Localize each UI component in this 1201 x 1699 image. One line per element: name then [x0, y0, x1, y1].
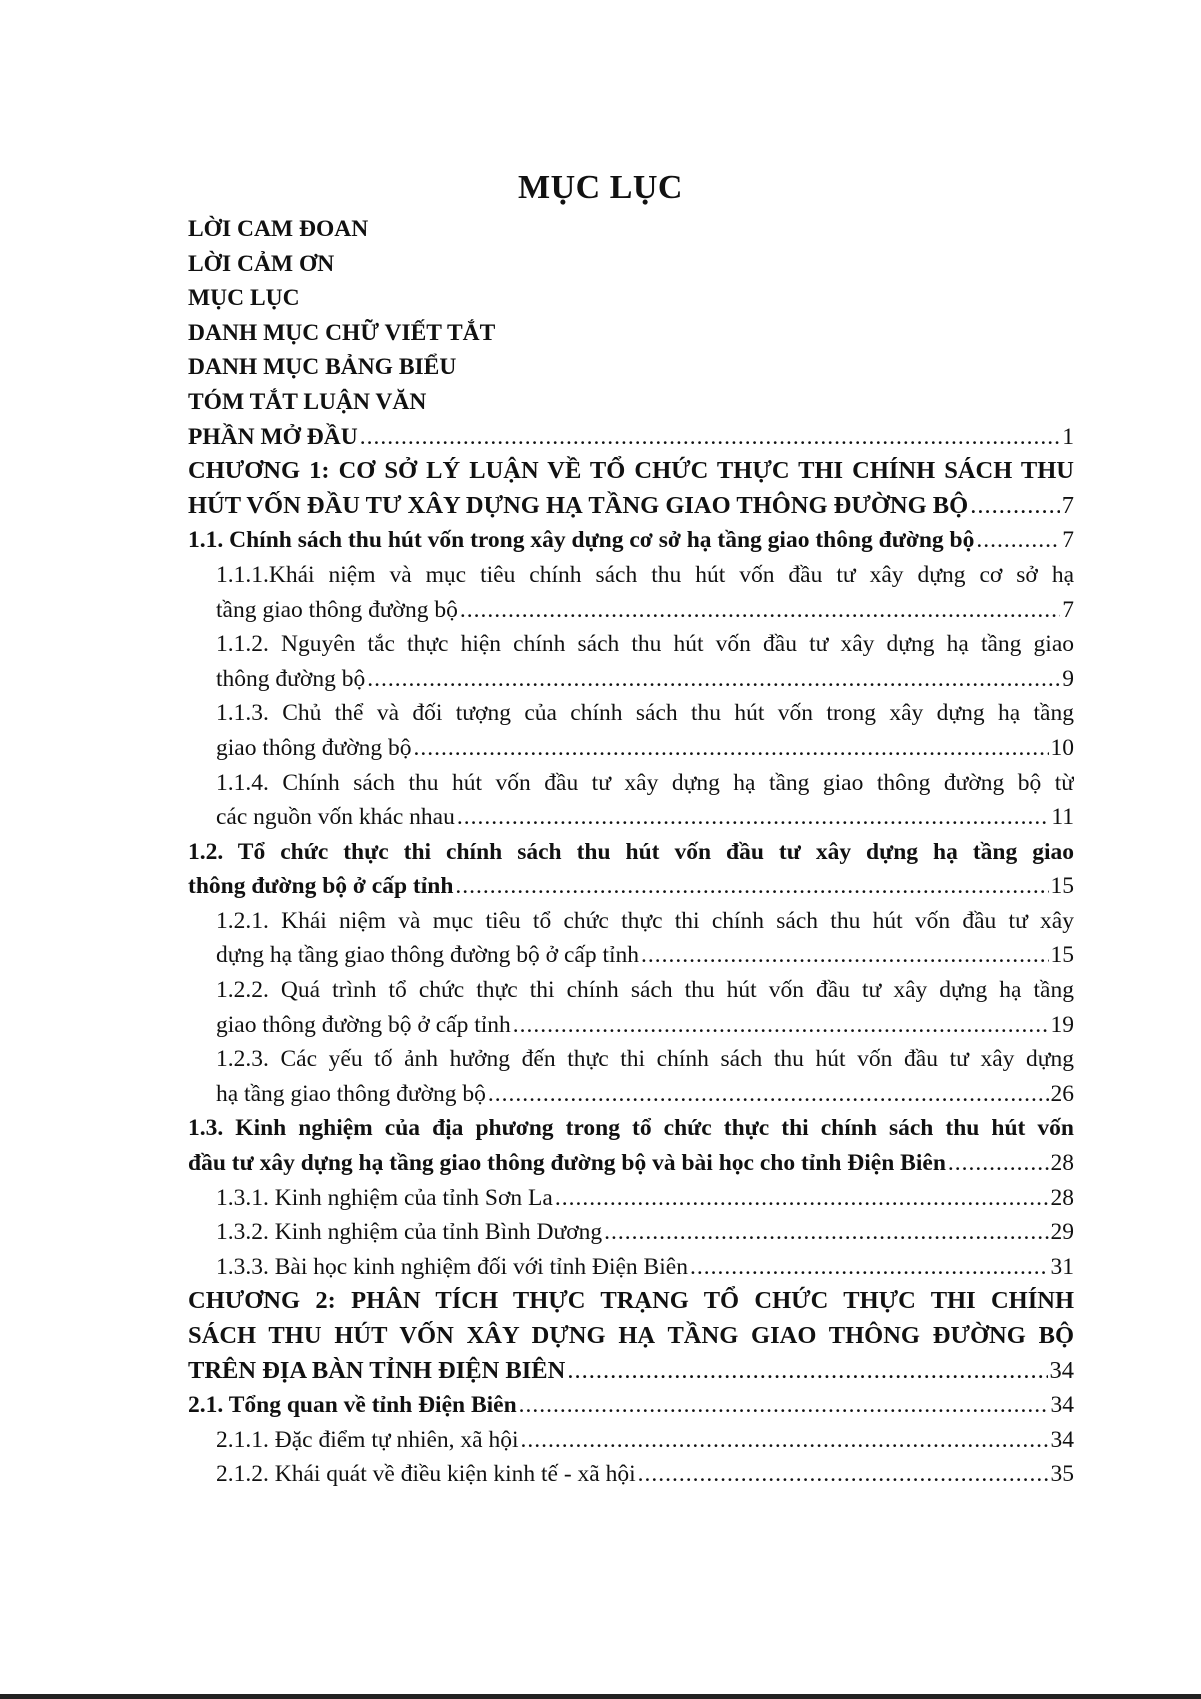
leader-dots	[521, 1423, 1049, 1458]
toc-entry-title: thông đường bộ ở cấp tỉnh	[188, 873, 454, 900]
page-number: 31	[1050, 1253, 1074, 1280]
page-number: 28	[1050, 1150, 1074, 1177]
toc-entry-1-1-2-line1[interactable]: 1.1.2. Nguyên tắc thực hiện chính sách thu hút vốn đầu tư xây dựng hạ tầng giao	[216, 631, 1074, 658]
page-number: 26	[1050, 1080, 1074, 1107]
page-number: 35	[1050, 1461, 1074, 1488]
page-number: 1	[1062, 423, 1074, 450]
toc-entry-1-3[interactable]	[188, 1146, 1074, 1181]
leader-dots	[455, 869, 1048, 904]
leader-dots	[567, 1354, 1047, 1389]
page-number: 34	[1050, 1426, 1074, 1453]
toc-entry-1-2-1[interactable]	[188, 938, 1074, 973]
toc-entry-chapter2[interactable]	[188, 1354, 1074, 1389]
page-number: 15	[1050, 873, 1074, 900]
toc-entry-1-1-1[interactable]	[188, 593, 1074, 628]
leader-dots	[488, 1077, 1049, 1112]
page-number: 7	[1062, 596, 1074, 623]
page-number: 34	[1050, 1392, 1074, 1419]
leader-dots	[690, 1250, 1049, 1285]
toc-entry-title: PHẦN MỞ ĐẦU	[188, 423, 358, 450]
toc-entry-1-2-3[interactable]	[188, 1077, 1074, 1112]
toc-entry-1-1-3-line1[interactable]: 1.1.3. Chủ thể và đối tượng của chính sách thu hút vốn trong xây dựng hạ tầng	[216, 700, 1074, 727]
page-bottom-border	[0, 1694, 1201, 1699]
toc-entry-title: giao thông đường bộ ở cấp tỉnh	[216, 1011, 511, 1038]
toc-front-contents[interactable]: MỤC LỤC	[188, 285, 300, 312]
toc-entry-title: 1.3.3. Bài học kinh nghiệm đối với tỉnh Điện Biên	[216, 1253, 688, 1280]
leader-dots	[641, 938, 1049, 973]
toc-entry-title: 1.3.2. Kinh nghiệm của tỉnh Bình Dương	[216, 1219, 603, 1246]
leader-dots	[970, 489, 1060, 524]
toc-entry-1-1[interactable]	[188, 523, 1074, 558]
toc-front-declaration[interactable]: LỜI CAM ĐOAN	[188, 216, 369, 242]
toc-front-acknowledgement[interactable]: LỜI CẢM ƠN	[188, 250, 335, 277]
toc-entry-title: các nguồn vốn khác nhau	[216, 804, 455, 831]
page-number: 9	[1062, 665, 1074, 692]
toc-entry-title: TRÊN ĐỊA BÀN TỈNH ĐIỆN BIÊN	[188, 1356, 566, 1384]
leader-dots	[519, 1388, 1049, 1423]
toc-entry-title: hạ tầng giao thông đường bộ	[216, 1080, 486, 1107]
leader-dots	[367, 662, 1060, 697]
toc-entry-title: tầng giao thông đường bộ	[216, 596, 458, 623]
page-number: 7	[1062, 527, 1074, 554]
page-number: 10	[1050, 734, 1074, 761]
leader-dots	[457, 800, 1050, 835]
page-number: 19	[1050, 1011, 1074, 1038]
toc-entry-title: 1.1. Chính sách thu hút vốn trong xây dựng cơ sở hạ tầng giao thông đường bộ	[188, 527, 975, 554]
leader-dots	[513, 1008, 1049, 1043]
toc-entry-1-2-2[interactable]	[188, 1008, 1074, 1043]
toc-entry-title: 2.1. Tổng quan về tỉnh Điện Biên	[188, 1392, 517, 1419]
leader-dots	[555, 1181, 1049, 1216]
toc-entry-1-2-1-line1[interactable]: 1.2.1. Khái niệm và mục tiêu tổ chức thực thi chính sách thu hút vốn đầu tư xây	[216, 907, 1074, 934]
leader-dots	[460, 593, 1060, 628]
page-number: 29	[1050, 1219, 1074, 1246]
toc-entry-1-1-4[interactable]	[188, 800, 1074, 835]
toc-entry-1-3-3[interactable]	[188, 1250, 1074, 1285]
toc-entry-chapter1[interactable]	[188, 489, 1074, 524]
toc-entry-title: HÚT VỐN ĐẦU TƯ XÂY DỰNG HẠ TẦNG GIAO THÔNG ĐƯỜNG BỘ	[188, 491, 969, 519]
leader-dots	[976, 523, 1060, 558]
toc-entry-title: 2.1.2. Khái quát về điều kiện kinh tế - xã hội	[216, 1461, 636, 1488]
toc-entry-1-2[interactable]	[188, 869, 1074, 904]
toc-entry-1-1-3[interactable]	[188, 731, 1074, 766]
toc-front-abbreviations[interactable]: DANH MỤC CHỮ VIẾT TẮT	[188, 319, 496, 346]
toc-entry-title: đầu tư xây dựng hạ tầng giao thông đường bộ và bài học cho tỉnh Điện Biên	[188, 1150, 946, 1177]
leader-dots	[414, 731, 1049, 766]
toc-entry-1-3-2[interactable]	[188, 1215, 1074, 1250]
toc-entry-chapter2-line2[interactable]: SÁCH THU HÚT VỐN XÂY DỰNG HẠ TẦNG GIAO THÔNG ĐƯỜNG BỘ	[188, 1322, 1074, 1349]
toc-entry-1-3-line1[interactable]: 1.3. Kinh nghiệm của địa phương trong tổ chức thực thi chính sách thu hút vốn	[188, 1115, 1074, 1142]
toc-entry-chapter2-line1[interactable]: CHƯƠNG 2: PHÂN TÍCH THỰC TRẠNG TỔ CHỨC THỰC THI CHÍNH	[188, 1287, 1074, 1315]
toc-entry-1-1-4-line1[interactable]: 1.1.4. Chính sách thu hút vốn đầu tư xây dựng hạ tầng giao thông đường bộ từ	[216, 769, 1074, 796]
toc-entry-1-1-2[interactable]	[188, 662, 1074, 697]
toc-entry-title: thông đường bộ	[216, 665, 366, 692]
toc-entry-2-1-2[interactable]	[188, 1457, 1074, 1492]
toc-entry-1-3-1[interactable]	[188, 1181, 1074, 1216]
page-number: 15	[1050, 942, 1074, 969]
toc-front-summary[interactable]: TÓM TẮT LUẬN VĂN	[188, 388, 427, 415]
leader-dots	[948, 1146, 1049, 1181]
page-number: 28	[1050, 1184, 1074, 1211]
toc-entry-chapter1-line1[interactable]: CHƯƠNG 1: CƠ SỞ LÝ LUẬN VỀ TỔ CHỨC THỰC THI CHÍNH SÁCH THU	[188, 457, 1074, 485]
toc-entry-2-1[interactable]	[188, 1388, 1074, 1423]
toc-entry-title: 2.1.1. Đặc điểm tự nhiên, xã hội	[216, 1426, 519, 1453]
toc-entry-title: giao thông đường bộ	[216, 734, 412, 761]
page-title: MỤC LỤC	[518, 169, 683, 206]
toc-entry-1-2-2-line1[interactable]: 1.2.2. Quá trình tổ chức thực thi chính sách thu hút vốn đầu tư xây dựng hạ tầng	[216, 977, 1074, 1004]
toc-entry-1-1-1-line1[interactable]: 1.1.1.Khái niệm và mục tiêu chính sách thu hút vốn đầu tư xây dựng cơ sở hạ	[216, 561, 1074, 588]
toc-entry-intro[interactable]	[188, 420, 1074, 455]
page-number: 34	[1049, 1356, 1074, 1384]
leader-dots	[604, 1215, 1048, 1250]
toc-front-tables[interactable]: DANH MỤC BẢNG BIỂU	[188, 354, 457, 381]
leader-dots	[638, 1457, 1049, 1492]
toc-entry-title: dựng hạ tầng giao thông đường bộ ở cấp tỉnh	[216, 942, 639, 969]
table-of-contents	[188, 212, 1074, 1492]
toc-entry-1-2-line1[interactable]: 1.2. Tổ chức thực thi chính sách thu hút vốn đầu tư xây dựng hạ tầng giao	[188, 838, 1074, 865]
page-number: 7	[1061, 491, 1074, 519]
toc-entry-title: 1.3.1. Kinh nghiệm của tỉnh Sơn La	[216, 1184, 553, 1211]
leader-dots	[360, 420, 1061, 455]
toc-entry-2-1-1[interactable]	[188, 1423, 1074, 1458]
page-number: 11	[1051, 804, 1074, 831]
toc-entry-1-2-3-line1[interactable]: 1.2.3. Các yếu tố ảnh hưởng đến thực thi chính sách thu hút vốn đầu tư xây dựng	[216, 1046, 1074, 1073]
